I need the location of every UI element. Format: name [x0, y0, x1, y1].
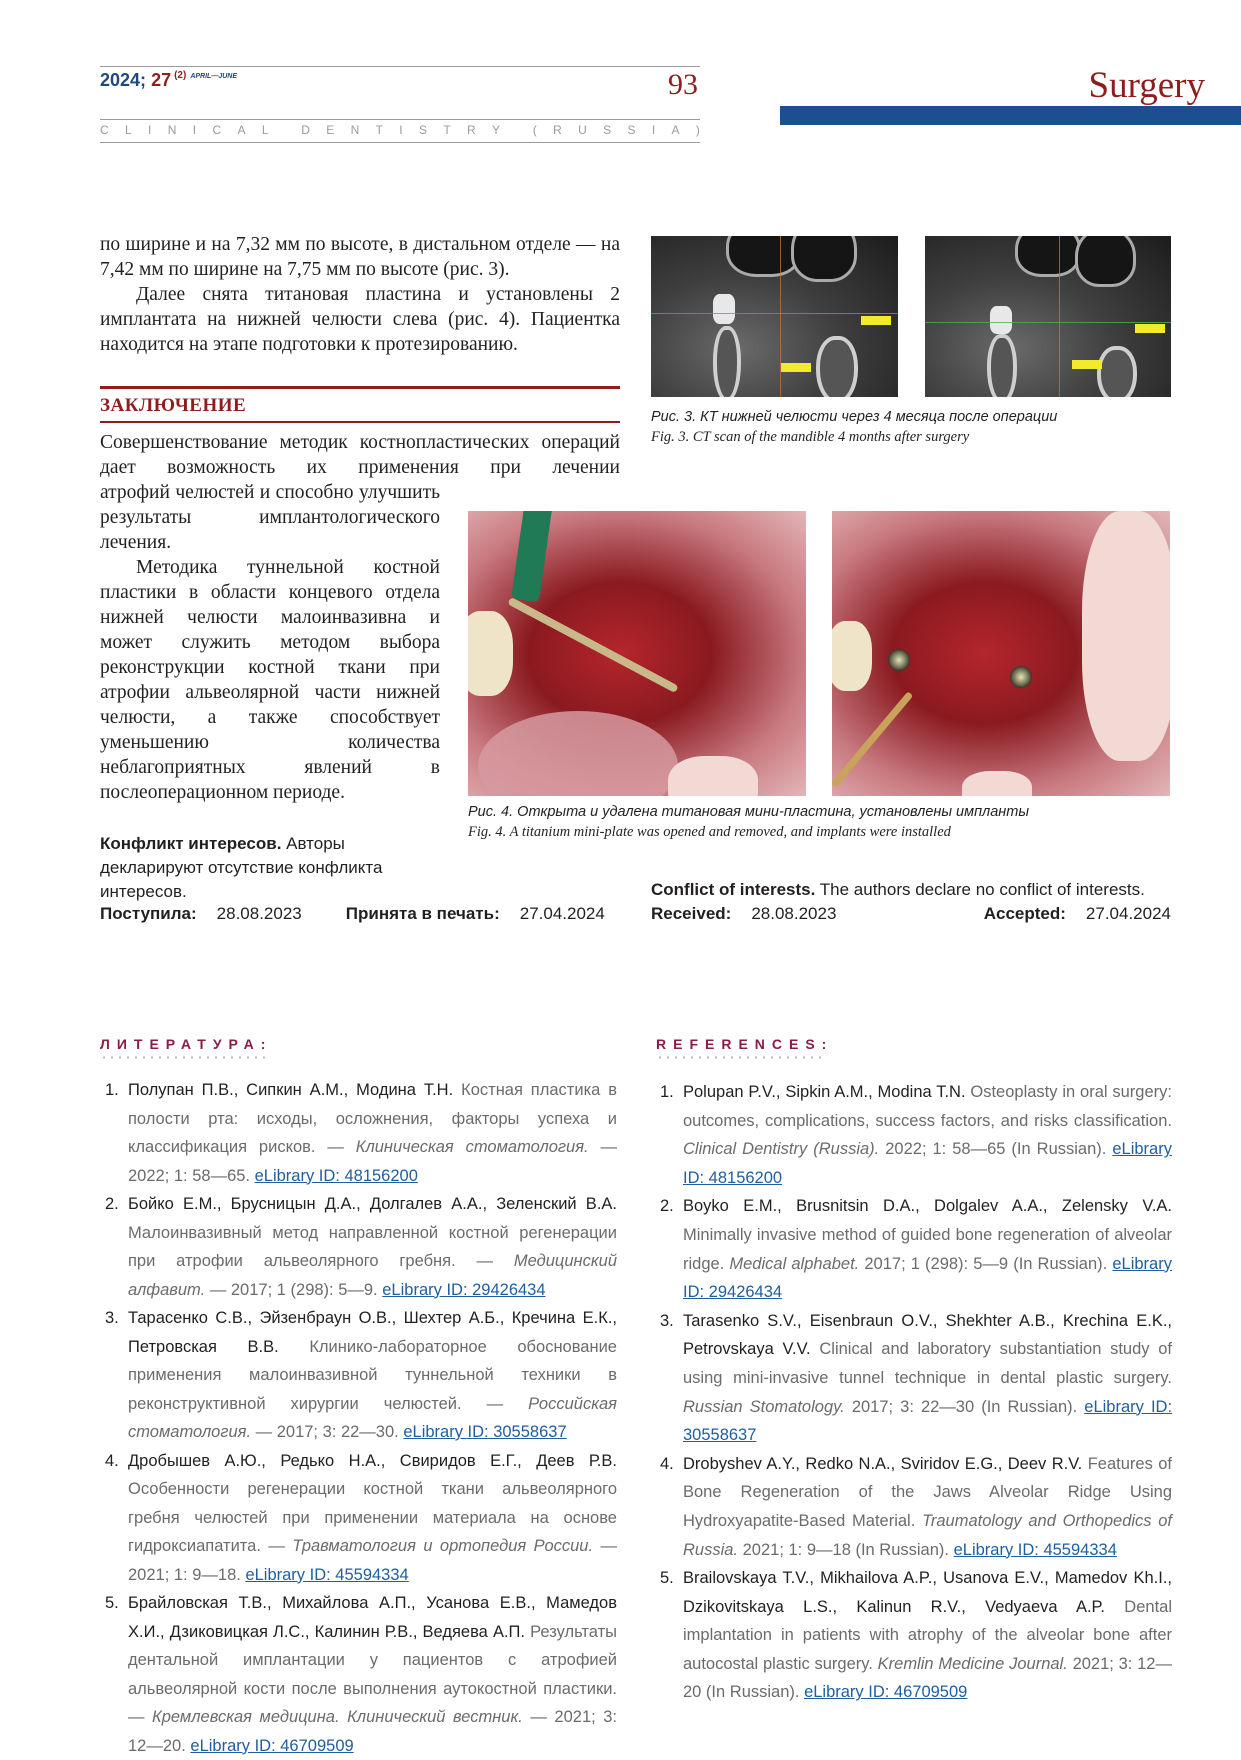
reference-number: 2.: [660, 1197, 674, 1216]
issue-number: (2): [174, 70, 187, 81]
figure-3-caption-en: Fig. 3. CT scan of the mandible 4 months after surgery: [651, 429, 970, 445]
figure-3-caption: [651, 407, 1171, 447]
reference-item: [105, 1447, 617, 1590]
reference-title: Osteoplasty in oral surgery: outcomes, complications, success factors, and risks classification.: [683, 1083, 1172, 1130]
reference-item: [660, 1450, 1172, 1564]
reference-journal: Клиническая стоматология.: [355, 1138, 589, 1156]
conclusion-paragraph: атрофий челюстей и способно улучшить результаты имплантологического лечения.: [100, 482, 440, 553]
surgical-photo-plate: [468, 511, 806, 796]
dates-ru: [100, 902, 620, 926]
reference-details: — 2017; 1 (298): 5—9.: [209, 1280, 378, 1299]
elibrary-link[interactable]: eLibrary ID: 46709509: [190, 1736, 354, 1755]
elibrary-link[interactable]: eLibrary ID: 29426434: [382, 1280, 546, 1299]
reference-number: 4.: [105, 1451, 119, 1470]
conclusion-rule-bottom: [100, 421, 620, 423]
reference-number: 4.: [660, 1454, 674, 1473]
journal-title-letter: C: [100, 123, 109, 137]
reference-item: [105, 1076, 617, 1190]
accepted-date-en: 27.04.2024: [1085, 904, 1171, 923]
reference-details: 2017; 3: 22—30 (In Russian).: [851, 1397, 1078, 1416]
section-title: Surgery: [1088, 65, 1205, 106]
reference-title: Особенности регенерации костной ткани альвеолярного гребня челюстей при применении материала на основе гидроксиапатита. —: [128, 1480, 617, 1555]
journal-title-letter: I: [399, 123, 403, 137]
reference-journal: Kremlin Medicine Journal.: [877, 1654, 1068, 1673]
journal-title-letter: S: [627, 123, 636, 137]
reference-journal: Medical alphabet.: [729, 1254, 860, 1273]
conclusion-text-wide: [100, 430, 620, 480]
journal-title-letter: ): [695, 123, 700, 137]
journal-title-letter: I: [192, 123, 197, 137]
received-date-ru: 28.08.2023: [216, 904, 302, 923]
journal-title-letter: D: [301, 123, 310, 137]
conflict-text-en: The authors declare no conflict of interests.: [819, 880, 1145, 899]
elibrary-link[interactable]: eLibrary ID: 45594334: [953, 1540, 1117, 1559]
figure-4-caption-ru: Рис. 4. Открыта и удалена титановая мини-пластина, установлены импланты: [468, 804, 1030, 820]
journal-title-letter: A: [671, 123, 680, 137]
journal-title-letter: U: [578, 123, 587, 137]
references-list-en: [660, 1078, 1172, 1707]
journal-title-letter: T: [443, 123, 451, 137]
conflict-text-ru: Авторы декларируют отсутствие конфликта интересов.: [100, 834, 383, 901]
journal-title-letter: (: [532, 123, 537, 137]
reference-authors: Дробышев А.Ю., Редько Н.А., Свиридов Е.Г., Деев Р.В.: [128, 1451, 617, 1470]
reference-authors: Тарасенко С.В., Эйзенбраун О.В., Шехтер А.Б., Кречина Е.К., Петровская В.В.: [128, 1309, 617, 1356]
body-paragraph: по ширине и на 7,32 мм по высоте, в дистальном отделе — на 7,42 мм по ширине на 7,75 мм по высоте (рис. 3).: [100, 234, 620, 280]
reference-number: 3.: [660, 1311, 674, 1330]
reference-number: 2.: [105, 1195, 119, 1213]
conflict-of-interest-en: [651, 878, 1171, 902]
elibrary-link[interactable]: eLibrary ID: 30558637: [403, 1423, 567, 1441]
reference-details: 2017; 1 (298): 5—9 (In Russian).: [864, 1254, 1108, 1273]
accepted-date-ru: 27.04.2024: [519, 904, 605, 923]
figure-3-caption-ru: Рис. 3. КТ нижней челюсти через 4 месяца после операции: [651, 409, 1058, 425]
reference-title: Dental implantation in patients with atrophy of the alveolar bone after autocostal plastic surgery.: [683, 1597, 1172, 1673]
references-list-ru: [105, 1076, 617, 1760]
journal-title: [100, 123, 700, 137]
reference-number: 3.: [105, 1309, 119, 1327]
journal-title-letter: S: [418, 123, 427, 137]
journal-title-letter: L: [261, 123, 269, 137]
header-mid-rule: [100, 119, 700, 120]
reference-journal: Traumatology and Orthopedics of Russia.: [683, 1511, 1172, 1559]
conflict-label-ru: Конфликт интересов.: [100, 834, 282, 853]
journal-title-letter: N: [350, 123, 360, 137]
reference-item: [105, 1190, 617, 1304]
reference-journal: Российская стоматология.: [128, 1394, 617, 1441]
reference-title: Костная пластика в полости рта: исходы, осложнения, факторы успеха и классификация рисков. —: [128, 1081, 617, 1156]
journal-title-letter: I: [148, 123, 152, 137]
reference-authors: Brailovskaya T.V., Mikhailova A.P., Usanova E.V., Mamedov Kh.I., Dzikovitskaya L.S., Kalinun R.V., Vedyaeva A.P.: [683, 1569, 1172, 1616]
reference-details: 2021; 3: 12—20 (In Russian).: [683, 1654, 1172, 1702]
elibrary-link[interactable]: eLibrary ID: 30558637: [683, 1397, 1173, 1445]
reference-authors: Полупан П.В., Сипкин А.М., Модина Т.Н.: [128, 1081, 454, 1099]
header-top-rule: [100, 66, 700, 67]
reference-number: 1.: [105, 1081, 119, 1099]
elibrary-link[interactable]: eLibrary ID: 48156200: [254, 1166, 418, 1185]
references-heading-en: REFERENCES:: [656, 1036, 834, 1052]
reference-journal: Травматология и ортопедия России.: [292, 1537, 594, 1555]
received-label-en: Received:: [651, 904, 732, 923]
reference-authors: Tarasenko S.V., Eisenbraun O.V., Shekhter A.B., Krechina E.K., Petrovskaya V.V.: [683, 1311, 1172, 1359]
reference-title: Features of Bone Regeneration of the Jaws Alveolar Ridge Using Hydroxyapatite-Based Material.: [683, 1454, 1172, 1530]
journal-title-letter: R: [553, 123, 562, 137]
journal-title-letter: N: [167, 123, 177, 137]
elibrary-link[interactable]: eLibrary ID: 29426434: [683, 1254, 1172, 1302]
accepted-label-en: Accepted:: [983, 904, 1066, 923]
page-number: 93: [668, 68, 698, 101]
reference-journal: Russian Stomatology.: [683, 1397, 845, 1416]
references-heading-ru: ЛИТЕРАТУРА:: [100, 1036, 273, 1052]
accepted-label-ru: Принята в печать:: [345, 904, 500, 923]
reference-journal: Медицинский алфавит.: [128, 1252, 617, 1299]
reference-title: Результаты дентальной имплантации у пациентов с атрофией альвеолярной кости после выполнения аутокостной пластики. —: [128, 1622, 617, 1726]
journal-title-letter: R: [467, 123, 476, 137]
conflict-label-en: Conflict of interests.: [651, 880, 816, 899]
issue-info: [100, 70, 237, 91]
reference-authors: Polupan P.V., Sipkin A.M., Modina T.N.: [683, 1083, 966, 1101]
reference-authors: Drobyshev A.Y., Redko N.A., Sviridov E.G., Deev R.V.: [683, 1454, 1083, 1473]
references-divider-ru: [100, 1056, 268, 1059]
section-color-bar: [780, 106, 1241, 125]
reference-details: 2022; 1: 58—65 (In Russian).: [885, 1140, 1107, 1159]
reference-item: [105, 1304, 617, 1447]
journal-title-letter: Y: [492, 123, 501, 137]
reference-number: 5.: [105, 1594, 119, 1612]
header-bottom-rule: [100, 142, 700, 143]
conclusion-paragraph: Совершенствование методик костнопластических операций дает возможность их применения при лечении: [100, 432, 620, 478]
reference-item: [660, 1192, 1172, 1306]
issue-volume: 27: [151, 70, 172, 90]
reference-title: Minimally invasive method of guided bone regeneration of alveolar ridge.: [683, 1225, 1172, 1273]
reference-details: — 2021; 3: 12—20.: [128, 1708, 617, 1755]
journal-title-letter: I: [651, 123, 656, 137]
journal-title-letter: C: [212, 123, 222, 137]
reference-title: Клинико-лабораторное обоснование применения малоинвазивной туннельной техники в реконструктивной хирургии челюстей. —: [128, 1337, 617, 1413]
conclusion-paragraph: Методика туннельной костной пластики в области концевого отдела нижней челюсти малоинвазивна и может служить методом выбора реконструкции костной ткани при атрофии альвеолярной части нижней челюсти, а также способствует уменьшению количества неблагоприятных явлений в послеоперационном периоде.: [100, 557, 440, 803]
reference-details: — 2021; 1: 9—18.: [128, 1537, 617, 1584]
ct-scan-image-1: [651, 236, 898, 397]
journal-title-letter: S: [603, 123, 612, 137]
reference-number: 5.: [660, 1569, 674, 1588]
dates-en: [651, 902, 1171, 926]
body-paragraph: Далее снята титановая пластина и установлены 2 имплантата на нижней челюсти слева (рис. 4). Пациентка находится на этапе подготовки к протезированию.: [100, 284, 620, 355]
journal-title-letter: A: [237, 123, 246, 137]
body-text-top: [100, 232, 620, 357]
reference-authors: Бойко Е.М., Брусницын Д.А., Долгалев А.А., Зеленский В.А.: [128, 1195, 617, 1213]
reference-journal: Clinical Dentistry (Russia).: [683, 1140, 880, 1159]
reference-authors: Брайловская Т.В., Михайлова А.П., Усанова Е.В., Мамедов Х.И., Дзиковицкая Л.С., Калинин Р.В., Ведяева А.П.: [128, 1594, 617, 1641]
reference-details: — 2017; 3: 22—30.: [255, 1423, 399, 1441]
elibrary-link[interactable]: eLibrary ID: 45594334: [245, 1565, 409, 1584]
reference-details: — 2022; 1: 58—65.: [128, 1138, 617, 1185]
reference-item: [660, 1078, 1172, 1192]
reference-item: [105, 1589, 617, 1760]
references-divider-en: [656, 1056, 824, 1059]
conclusion-heading: ЗАКЛЮЧЕНИЕ: [100, 395, 247, 416]
figure-4-caption-en: Fig. 4. A titanium mini-plate was opened and removed, and implants were installed: [468, 824, 951, 840]
reference-item: [660, 1564, 1172, 1707]
issue-year: 2024;: [100, 70, 147, 90]
surgical-photo-implants: [832, 511, 1170, 796]
reference-journal: Кремлевская медицина. Клинический вестник.: [152, 1708, 523, 1726]
journal-title-letter: T: [375, 123, 383, 137]
conclusion-rule-top: [100, 386, 620, 389]
reference-title: Clinical and laboratory substantiation study of using mini-invasive tunnel technique in dental plastic surgery.: [683, 1340, 1172, 1387]
received-label-ru: Поступила:: [100, 904, 197, 923]
issue-period: APRIL—JUNE: [190, 73, 238, 80]
figure-4-caption: [468, 802, 1188, 842]
conflict-of-interest-ru: [100, 832, 430, 904]
journal-title-letter: L: [125, 123, 132, 137]
reference-details: 2021; 1: 9—18 (In Russian).: [742, 1540, 949, 1559]
received-date-en: 28.08.2023: [751, 904, 837, 923]
ct-scan-image-2: [925, 236, 1171, 397]
elibrary-link[interactable]: eLibrary ID: 48156200: [683, 1140, 1172, 1187]
conclusion-text-narrow: [100, 480, 440, 805]
reference-title: Малоинвазивный метод направленной костной регенерации при атрофии альвеолярного гребня. —: [128, 1223, 617, 1270]
journal-title-letter: E: [326, 123, 335, 137]
reference-number: 1.: [660, 1083, 674, 1101]
reference-authors: Boyko E.M., Brusnitsin D.A., Dolgalev A.A., Zelensky V.A.: [683, 1197, 1172, 1216]
elibrary-link[interactable]: eLibrary ID: 46709509: [804, 1683, 968, 1702]
reference-item: [660, 1307, 1172, 1450]
